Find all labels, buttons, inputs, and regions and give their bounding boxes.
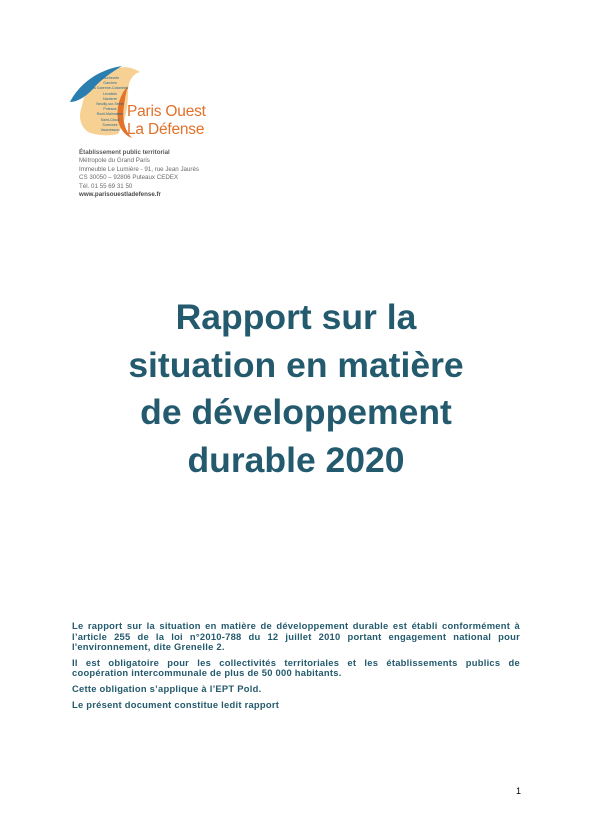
intro-text <box>72 621 520 715</box>
logo-town: Suresnes <box>102 122 118 127</box>
paris-ouest-la-defense-logo <box>66 64 236 144</box>
logo-town: Courbevoie <box>100 76 120 80</box>
address-line: CS 30050 – 92806 Puteaux CEDEX <box>79 174 179 182</box>
address-block <box>79 149 199 199</box>
logo-town: Levallois <box>103 91 117 96</box>
logo-town: Saint-Cloud <box>100 117 120 122</box>
logo-town: Vaucresson <box>100 128 120 133</box>
address-line: Immeuble Le Lumière - 91, rue Jean Jaurès <box>79 165 200 173</box>
address-line: Métropole du Grand Paris <box>79 157 150 165</box>
logo-town: Nanterre <box>103 96 117 101</box>
title-line: Rapport sur la <box>175 297 417 337</box>
logo-brand-line1: Paris Ouest <box>127 103 206 120</box>
website-link[interactable]: www.parisouestladefense.fr <box>79 191 161 199</box>
logo-town: La Garenne-Colombes <box>91 86 129 91</box>
title-line: durable 2020 <box>187 439 405 480</box>
logo-town: Puteaux <box>103 107 117 112</box>
address-line: Tél. 01 55 69 31 50 <box>79 182 133 190</box>
title-line: situation en matière <box>128 344 464 385</box>
title-line: de développement <box>140 392 452 432</box>
logo-town: Neuilly-sur-Seine <box>96 102 124 107</box>
logo-town: Rueil-Malmaison <box>96 112 124 117</box>
document-title <box>40 294 552 484</box>
logo-town: Garches <box>103 81 117 86</box>
intro-paragraph: Le présent document constitue ledit rapport <box>72 698 280 710</box>
logo-brand-line2: La Défense <box>127 120 205 138</box>
address-line: Établissement public territorial <box>79 149 170 156</box>
intro-paragraph: Il est obligatoire pour les collectivités territoriales et les établissements publics de coopération intercommunale de plus de 50 000 habitants. <box>72 656 520 679</box>
page-number: 1 <box>516 786 522 796</box>
intro-paragraph: Cette obligation s’applique à l’EPT Pold. <box>72 682 262 694</box>
logo-brand-name <box>127 103 206 138</box>
intro-paragraph: Le rapport sur la situation en matière de développement durable est établi conformément à l’article 255 de la loi n°2010-788 du 12 juillet 2010 portant engagement national pour l'environnement, dite Grenelle 2. <box>72 620 520 653</box>
